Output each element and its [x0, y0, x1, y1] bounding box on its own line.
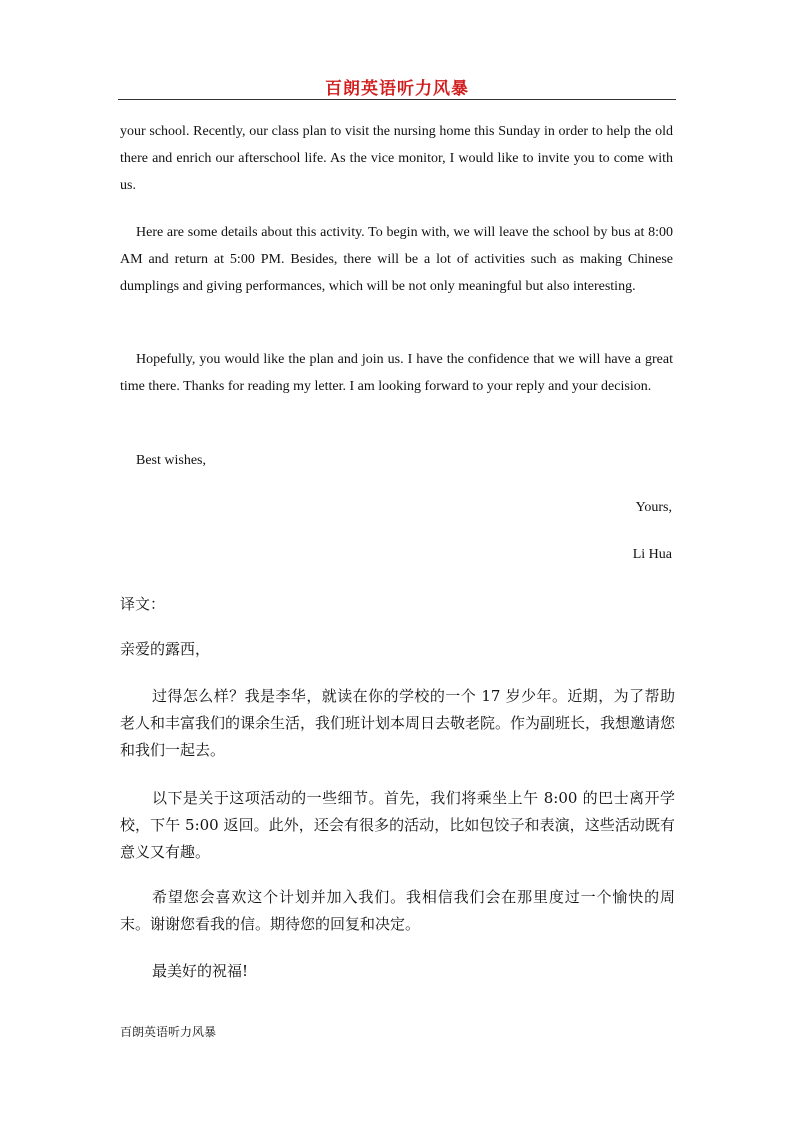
page-header-title: 百朗英语听力风暴: [325, 79, 469, 99]
letter-closing: Best wishes,: [136, 453, 206, 468]
translation-paragraph-1: 过得怎么样？我是李华，就读在你的学校的一个 17 岁少年。近期，为了帮助老人和丰富我们的课余生活，我们班计划本周日去敬老院。作为副班长，我想邀请您和我们一起去。: [120, 687, 676, 759]
letter-sign-off: Yours,: [635, 500, 672, 515]
page-footer: 百朗英语听力风暴: [120, 1025, 217, 1039]
letter-paragraph-2: Here are some details about this activity. To begin with, we will leave the school by bus at 8:00 AM and return at 5:00 PM. Besides, there will be a lot of activities such as making Chinese dumplings and giving performances, which will be not only meaningful but also interesting.: [120, 225, 673, 294]
letter-paragraph-3: Hopefully, you would like the plan and join us. I have the confidence that we will have a great time there. Thanks for reading my letter. I am looking forward to your reply and your decision.: [120, 352, 673, 394]
letter-paragraph-1: your school. Recently, our class plan to visit the nursing home this Sunday in order to help the old there and enrich our afterschool life. As the vice monitor, I would like to invite you to come with us.: [120, 124, 673, 193]
header-divider: [118, 99, 676, 100]
letter-signature: Li Hua: [632, 547, 672, 562]
translation-salutation: 亲爱的露西，: [120, 640, 211, 658]
translation-paragraph-2: 以下是关于这项活动的一些细节。首先，我们将乘坐上午 8:00 的巴士离开学校，下午 5:00 返回。此外，还会有很多的活动，比如包饺子和表演，这些活动既有意义又有趣。: [120, 789, 675, 861]
translation-paragraph-3: 希望您会喜欢这个计划并加入我们。我相信我们会在那里度过一个愉快的周末。谢谢您看我的信。期待您的回复和决定。: [120, 888, 675, 933]
translation-label: 译文：: [120, 595, 166, 613]
translation-closing: 最美好的祝福!: [152, 962, 249, 980]
